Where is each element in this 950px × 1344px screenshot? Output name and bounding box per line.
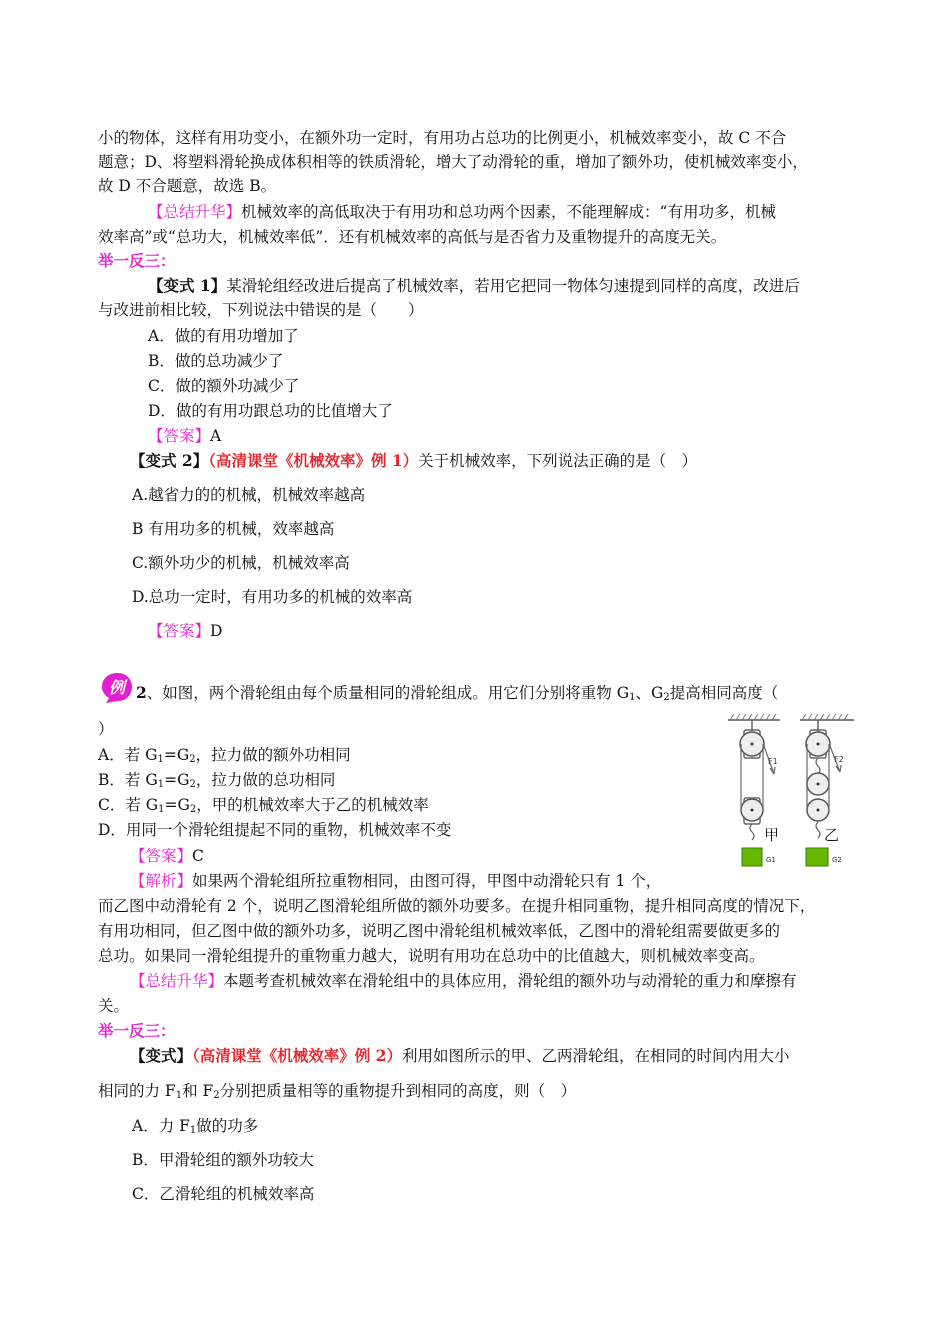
summary1-line2: 效率高”或“总功大，机械效率低”．还有机械效率的高低与是否省力及重物提升的高度无关。	[98, 228, 727, 246]
pulley-figure	[728, 712, 858, 872]
section1-title: 举一反三：	[98, 251, 176, 270]
var2-option-d: D.总功一定时，有用功多的机械的效率高	[132, 588, 413, 606]
var2-line1	[130, 450, 697, 472]
example2-summary-line2: 关。	[98, 997, 130, 1015]
var1-option-c: C．做的额外功减少了	[148, 377, 300, 395]
var2-option-b: B 有用功多的机械，效率越高	[132, 520, 335, 538]
example2-analysis-line2: 而乙图中动滑轮有 2 个，说明乙图滑轮组所做的额外功要多。在提升相同重物，提升相同高度的情况下，	[98, 897, 816, 915]
example2-answer-value: C	[192, 847, 204, 865]
var1-answer	[148, 425, 221, 447]
label-f1: F1	[768, 757, 778, 766]
var3-option-a: A．力 $F_1$做的功多	[132, 1117, 259, 1136]
example2-summary-tag: 【总结升华】	[130, 972, 224, 990]
example-badge-text: 例	[108, 678, 126, 697]
para1-line3: 故 D 不合题意，故选 B。	[98, 177, 277, 195]
var3-line1: 【变式】（高清课堂《机械效率》例 2）利用如图所示的甲、乙两滑轮组，在相同的时间内用大小	[130, 1046, 790, 1065]
var3-option-c: C．乙滑轮组的机械效率高	[132, 1185, 315, 1203]
var3-line2: 相同的力 $F_1$和 $F_2$分别把质量相等的重物提升到相同的高度，则（ ）	[98, 1082, 577, 1101]
example2-option-b: B．若 $G_1=G_2$，拉力做的总功相同	[98, 771, 336, 790]
var2-option-a: A.越省力的的机械，机械效率越高	[132, 486, 366, 504]
example2-analysis-tag: 【解析】	[130, 872, 193, 890]
var1-answer-value: A	[210, 427, 222, 445]
var3-tag: 【变式】	[130, 1046, 193, 1065]
label-yi: 乙	[824, 826, 840, 844]
example2-question: 2、如图，两个滑轮组由每个质量相同的滑轮组成。用它们分别将重物 $G_1$、$G_2$提高相同高度（	[136, 683, 779, 703]
example2-number: 2	[136, 683, 147, 702]
var1-option-a: A．做的有用功增加了	[148, 327, 299, 345]
example2-option-a: A．若 $G_1=G_2$，拉力做的额外功相同	[98, 746, 351, 765]
var1-option-b: B．做的总功减少了	[148, 352, 284, 370]
para1-line1: 小的物体，这样有用功变小，在额外功一定时，有用功占总功的比例更小，机械效率变小，故 C 不合	[98, 129, 787, 147]
label-jia: 甲	[764, 826, 780, 844]
var3-option-b: B．甲滑轮组的额外功较大	[132, 1151, 314, 1169]
example2-analysis-line4: 总功。如果同一滑轮组提升的重物重力越大，说明有用功在总功中的比值越大，则机械效率变高。	[98, 947, 765, 965]
para1-line2: 题意；D、将塑料滑轮换成体积相等的铁质滑轮，增大了动滑轮的重，增加了额外功，使机械效率变小，	[98, 153, 808, 171]
example2-analysis-line3: 有用功相同，但乙图中做的额外功多，说明乙图中滑轮组机械效率低，乙图中的滑轮组需要做更多的	[98, 922, 781, 940]
var1-line1	[148, 275, 800, 297]
var1-line2: 与改进前相比较，下列说法中错误的是（ ）	[98, 301, 424, 319]
var2-answer-value: D	[210, 622, 223, 640]
example2-analysis-line1: 【解析】如果两个滑轮组所拉重物相同，由图可得，甲图中动滑轮只有 1 个，	[130, 872, 662, 890]
summary1-tag: 【总结升华】	[148, 203, 242, 221]
example2-summary-line1: 【总结升华】本题考查机械效率在滑轮组中的具体应用，滑轮组的额外功与动滑轮的重力和摩擦有	[130, 972, 797, 990]
var1-text1: 某滑轮组经改进后提高了机械效率，若用它把同一物体匀速提到同样的高度，改进后	[226, 277, 800, 295]
var2-source: （高清课堂《机械效率》例 1）	[208, 451, 419, 470]
summary1-line1	[148, 201, 776, 223]
var2-question: 关于机械效率，下列说法正确的是（ ）	[418, 452, 698, 470]
var2-option-c: C.额外功少的机械，机械效率高	[132, 554, 350, 572]
var2-answer	[148, 620, 222, 642]
var3-source: （高清课堂《机械效率》例 2）	[192, 1046, 402, 1065]
example2-option-c: C．若 $G_1=G_2$，甲的机械效率大于乙的机械效率	[98, 796, 429, 815]
example2-answer: 【答案】C	[130, 847, 204, 865]
example2-paren: ）	[98, 720, 114, 738]
example2-option-d: D．用同一个滑轮组提起不同的重物，机械效率不变	[98, 821, 452, 839]
label-g2: G2	[832, 856, 842, 864]
var1-tag: 【变式 1】	[148, 276, 227, 295]
example-badge-icon	[98, 670, 134, 704]
var2-answer-tag: 【答案】	[148, 622, 211, 640]
var1-option-d: D．做的有用功跟总功的比值增大了	[148, 402, 393, 420]
label-g1: G1	[766, 856, 776, 864]
section2-title: 举一反三：	[98, 1021, 176, 1040]
summary1-text1: 机械效率的高低取决于有用功和总功两个因素，不能理解成：“有用功多，机械	[241, 203, 776, 221]
var1-answer-tag: 【答案】	[148, 427, 211, 445]
var2-tag: 【变式 2】	[130, 451, 209, 470]
label-f2: F2	[834, 755, 844, 764]
